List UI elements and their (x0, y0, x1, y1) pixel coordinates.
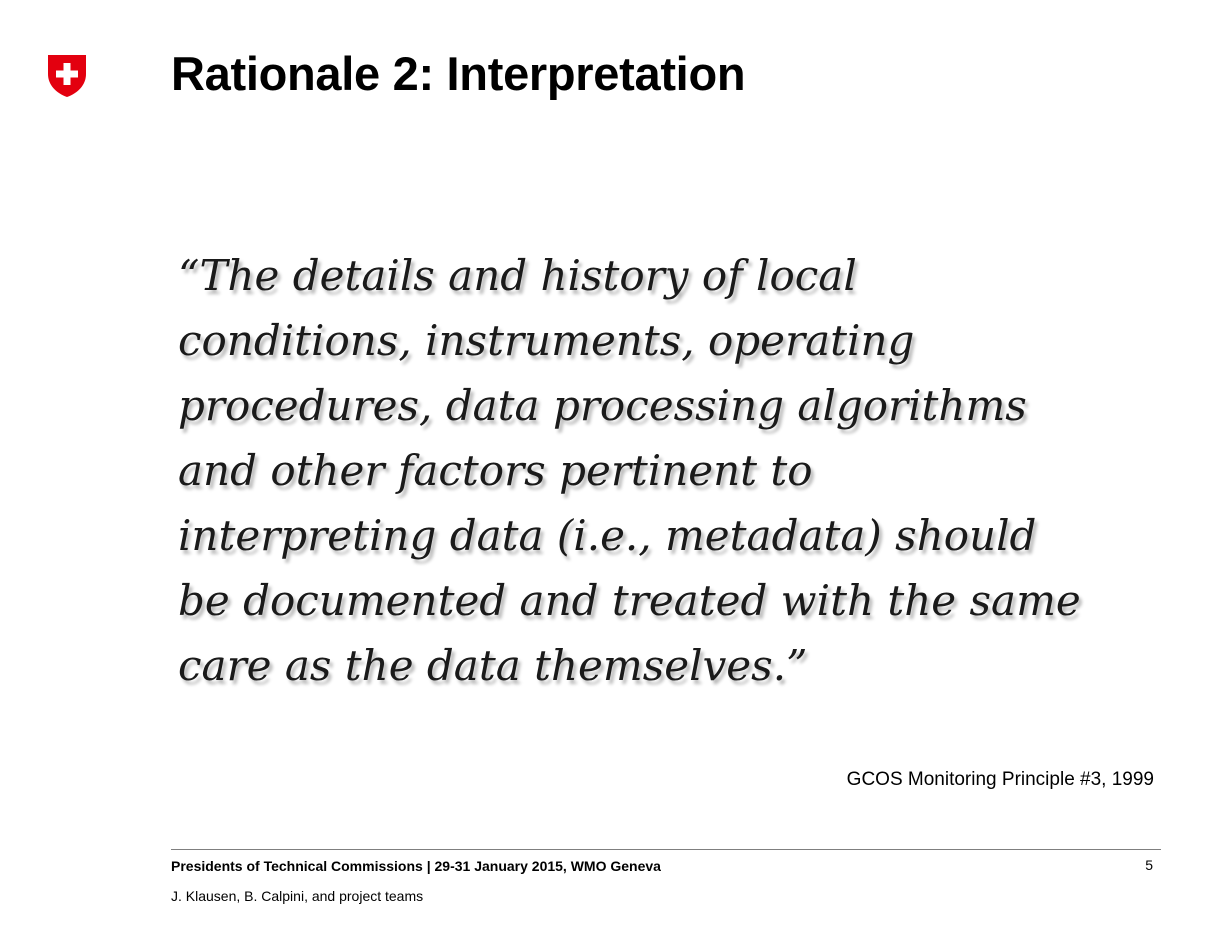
quote-block (178, 243, 1138, 698)
quote-line: interpreting data (i.e., metadata) should (178, 511, 1037, 560)
swiss-shield-icon (47, 54, 87, 98)
footer-event-info: Presidents of Technical Commissions | 29-31 January 2015, WMO Geneva (171, 858, 661, 874)
quote-line: procedures, data processing algorithms (178, 381, 1027, 430)
quote-line: and other factors pertinent to (178, 446, 813, 495)
footer-authors: J. Klausen, B. Calpini, and project teams (171, 888, 424, 904)
quote-line: care as the data themselves.” (178, 641, 808, 690)
quote-line: conditions, instruments, operating (178, 316, 915, 365)
quote-line: “The details and history of local (178, 251, 857, 300)
slide-title: Rationale 2: Interpretation (171, 47, 746, 100)
footer-divider (171, 849, 1161, 850)
quote-attribution: GCOS Monitoring Principle #3, 1999 (846, 769, 1154, 790)
page-number: 5 (1145, 857, 1153, 873)
quote-line: be documented and treated with the same (178, 576, 1081, 625)
